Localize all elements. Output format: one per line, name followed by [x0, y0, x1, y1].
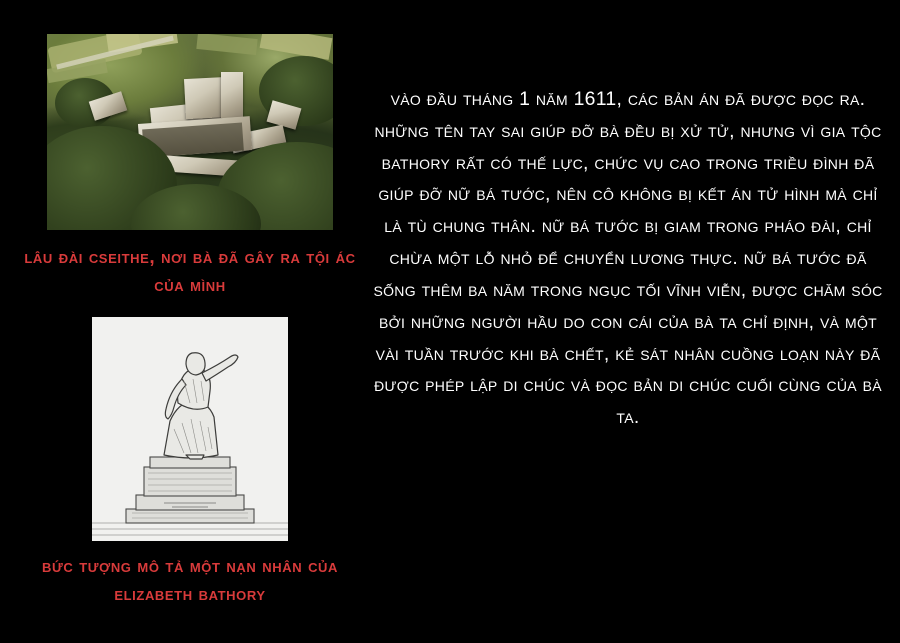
aerial-photo-castle-ruins [47, 34, 333, 230]
engraving-statue-victim [92, 317, 288, 541]
figure-castle [20, 34, 360, 299]
photo-castle-tower [221, 72, 243, 118]
caption-castle: lâu đài cseithe, nơi bà đã gây ra tội ác của mình [24, 247, 356, 296]
left-image-column [20, 34, 360, 624]
figure-statue [20, 317, 360, 608]
main-body-text: vào đầu tháng 1 năm 1611, các bản án đã được đọc ra. những tên tay sai giúp đỡ bà đều bị xử tử, nhưng vì gia tộc bathory rất có thế lực, chức vụ cao trong triều đình đã giúp đỡ nữ bá tước, nên cô không bị kết án tử hình mà chỉ là tù chung thân. nữ bá tước bị giam trong pháo đài, chỉ chừa một lỗ nhỏ để chuyển lương thực. nữ bá tước đã sống thêm ba năm trong ngục tối vĩnh viễn, được chăm sóc bởi những người hầu do con cái của bà ta chỉ định, và một vài tuần trước khi bà chết, kẻ sát nhân cuồng loạn này đã được phép lập di chúc và đọc bản di chúc cuối cùng của bà ta. [373, 88, 883, 429]
caption-statue: bức tượng mô tả một nạn nhân của elizabeth bathory [41, 556, 339, 605]
